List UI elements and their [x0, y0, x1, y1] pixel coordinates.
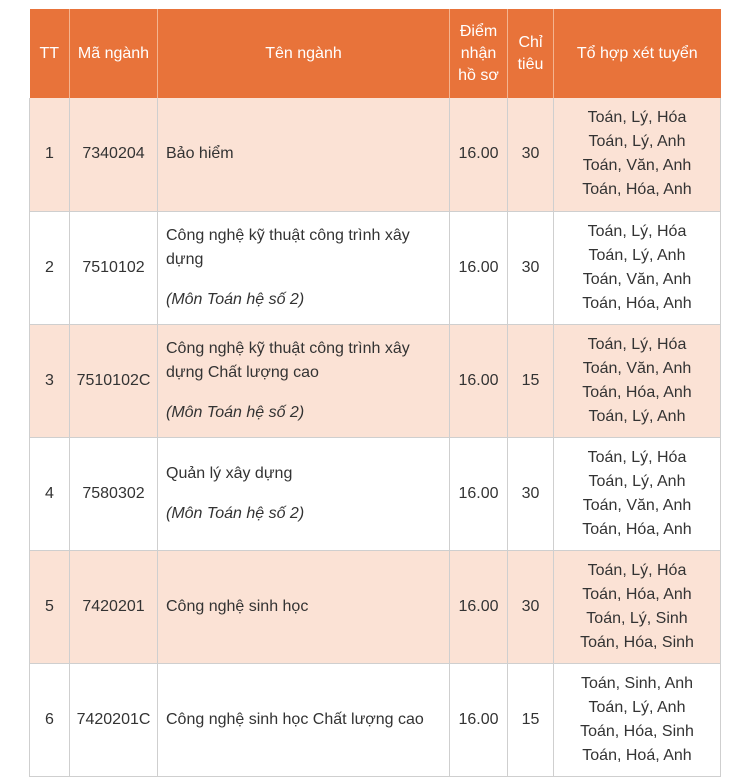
header-tt: TT [30, 9, 70, 98]
header-quota-line: tiêu [517, 55, 544, 73]
major-note: (Môn Toán hệ số 2) [166, 403, 305, 421]
cell-quota: 30 [508, 437, 554, 550]
cell-name [158, 437, 450, 550]
cell-score: 16.00 [450, 211, 508, 324]
table-row [30, 211, 721, 324]
cell-tt: 5 [30, 550, 70, 663]
major-note: (Môn Toán hệ số 2) [166, 504, 305, 522]
combo-item: Toán, Hoá, Anh [582, 746, 692, 764]
cell-combos [554, 98, 721, 211]
cell-score: 16.00 [450, 437, 508, 550]
cell-code: 7510102C [70, 324, 158, 437]
major-name: Bảo hiểm [166, 145, 234, 163]
combo-item: Toán, Lý, Anh [588, 133, 686, 151]
cell-quota: 30 [508, 550, 554, 663]
cell-score: 16.00 [450, 550, 508, 663]
cell-code: 7420201 [70, 550, 158, 663]
table-body [30, 98, 721, 776]
cell-tt: 3 [30, 324, 70, 437]
combo-item: Toán, Hóa, Anh [582, 181, 692, 199]
cell-quota: 15 [508, 663, 554, 776]
admissions-table [29, 9, 721, 777]
combo-item: Toán, Lý, Anh [588, 698, 686, 716]
combo-item: Toán, Lý, Hóa [587, 335, 687, 353]
major-name: Công nghệ kỹ thuật công trình xây dựng [166, 226, 410, 268]
combo-item: Toán, Sinh, Anh [580, 674, 694, 692]
cell-score: 16.00 [450, 98, 508, 211]
cell-code: 7340204 [70, 98, 158, 211]
combo-item: Toán, Hóa, Anh [582, 520, 692, 538]
header-combo: Tổ hợp xét tuyển [554, 9, 721, 98]
cell-combos [554, 437, 721, 550]
cell-name [158, 550, 450, 663]
header-score [450, 9, 508, 98]
combo-item: Toán, Lý, Hóa [587, 109, 687, 127]
header-quota [508, 9, 554, 98]
admissions-table-container [29, 9, 721, 777]
cell-quota: 30 [508, 211, 554, 324]
combo-item: Toán, Văn, Anh [582, 270, 692, 288]
cell-name [158, 663, 450, 776]
cell-combos [554, 211, 721, 324]
combo-item: Toán, Lý, Anh [588, 246, 686, 264]
header-row [30, 9, 721, 98]
major-name: Quản lý xây dựng [166, 464, 293, 482]
header-score-line: Điểm [459, 22, 498, 40]
combo-item: Toán, Hóa, Sinh [580, 633, 694, 651]
cell-combos [554, 663, 721, 776]
major-name: Công nghệ sinh học Chất lượng cao [166, 710, 424, 728]
combo-item: Toán, Văn, Anh [582, 359, 692, 377]
cell-score: 16.00 [450, 324, 508, 437]
table-row [30, 324, 721, 437]
cell-quota: 15 [508, 324, 554, 437]
cell-code: 7580302 [70, 437, 158, 550]
combo-item: Toán, Lý, Anh [588, 472, 686, 490]
major-name: Công nghệ kỹ thuật công trình xây dựng Chất lượng cao [166, 339, 410, 381]
combo-item: Toán, Văn, Anh [582, 157, 692, 175]
table-row [30, 550, 721, 663]
major-note: (Môn Toán hệ số 2) [166, 290, 305, 308]
major-name: Công nghệ sinh học [166, 597, 309, 615]
cell-name [158, 324, 450, 437]
combo-item: Toán, Lý, Hóa [587, 222, 687, 240]
cell-tt: 1 [30, 98, 70, 211]
combo-item: Toán, Lý, Sinh [586, 609, 688, 627]
cell-combos [554, 550, 721, 663]
header-code: Mã ngành [70, 9, 158, 98]
header-score-line: nhận [460, 44, 497, 62]
header-quota-line: Chỉ [518, 33, 543, 51]
table-header [30, 9, 721, 98]
cell-tt: 6 [30, 663, 70, 776]
cell-name [158, 211, 450, 324]
cell-quota: 30 [508, 98, 554, 211]
table-row [30, 437, 721, 550]
table-row [30, 98, 721, 211]
combo-item: Toán, Hóa, Anh [582, 585, 692, 603]
cell-code: 7420201C [70, 663, 158, 776]
header-name: Tên ngành [158, 9, 450, 98]
table-row [30, 663, 721, 776]
cell-code: 7510102 [70, 211, 158, 324]
cell-tt: 4 [30, 437, 70, 550]
cell-name [158, 98, 450, 211]
combo-item: Toán, Lý, Hóa [587, 448, 687, 466]
cell-score: 16.00 [450, 663, 508, 776]
combo-item: Toán, Lý, Hóa [587, 561, 687, 579]
combo-item: Toán, Hóa, Anh [582, 383, 692, 401]
combo-item: Toán, Lý, Anh [588, 407, 686, 425]
cell-combos [554, 324, 721, 437]
cell-tt: 2 [30, 211, 70, 324]
header-score-line: hồ sơ [458, 66, 499, 84]
combo-item: Toán, Hóa, Sinh [580, 722, 694, 740]
combo-item: Toán, Văn, Anh [582, 496, 692, 514]
combo-item: Toán, Hóa, Anh [582, 294, 692, 312]
